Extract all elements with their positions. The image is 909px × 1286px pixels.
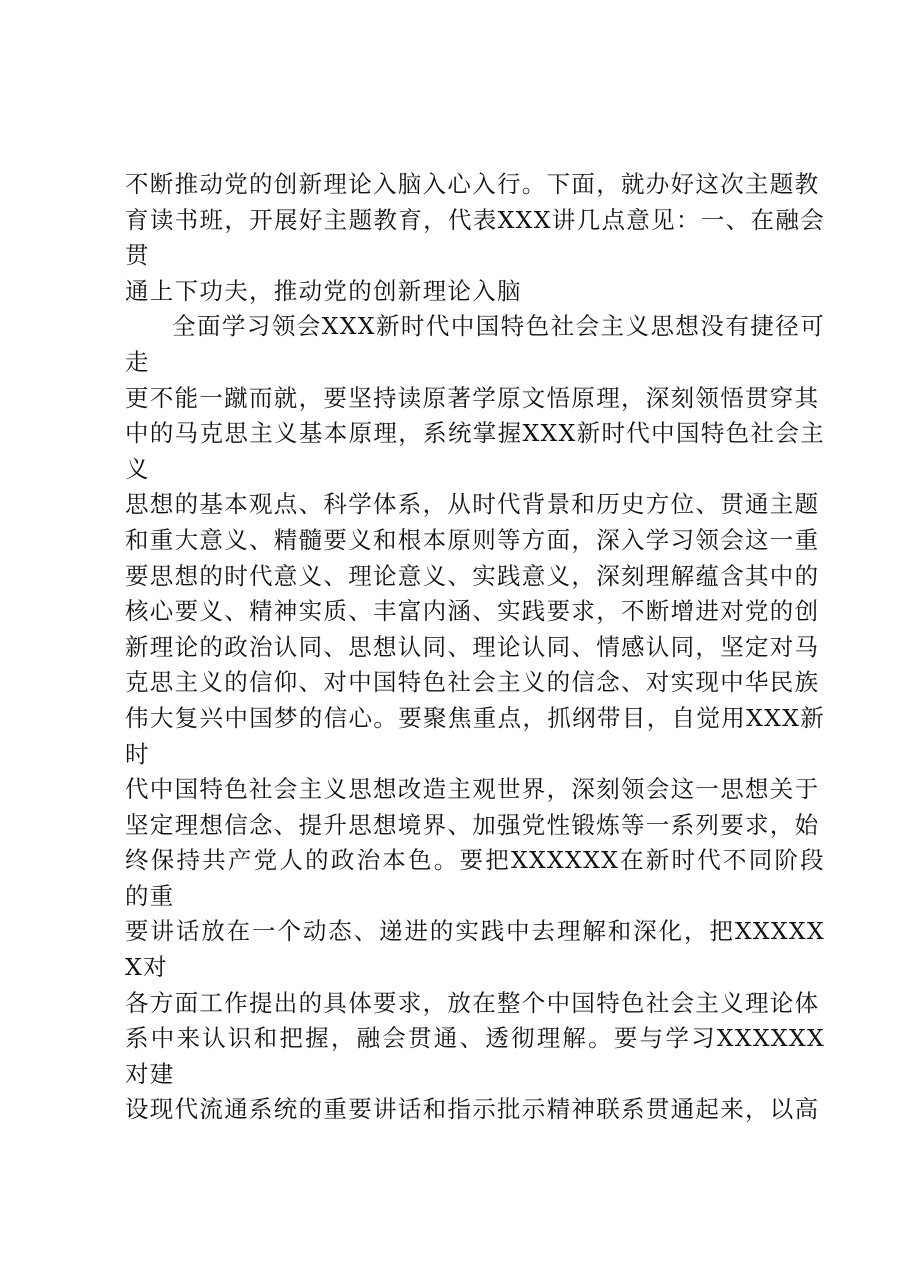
text-line: 和重大意义、精髓要义和根本原则等方面，深入学习领会这一重 (125, 525, 820, 554)
text-line: 核心要义、精神实质、丰富内涵、实践要求，不断增进对党的创 (125, 597, 820, 626)
text-line: 克思主义的信仰、对中国特色社会主义的信念、对实现中华民族 (125, 668, 820, 697)
text-line: 通上下功夫，推动党的创新理论入脑 (125, 276, 522, 305)
text-line: 系中来认识和把握，融会贯通、透彻理解。要与学习XXXXXX对建 (125, 1024, 825, 1088)
text-line: 育读书班，开展好主题教育，代表XXX讲几点意见：一、在融会贯 (125, 205, 825, 270)
text-line: 新理论的政治认同、思想认同、理论认同、情感认同，坚定对马 (125, 632, 820, 661)
text-line: 代中国特色社会主义思想改造主观世界，深刻领会这一思想关于 (125, 775, 820, 804)
paragraph-1 (125, 167, 825, 309)
text-line: 设现代流通系统的重要讲话和指示批示精神联系贯通起来，以高 (125, 1095, 820, 1124)
text-line: 全面学习领会XXX新时代中国特色社会主义思想没有捷径可走 (125, 312, 825, 376)
text-line: 伟大复兴中国梦的信心。要聚焦重点，抓纲带目，自觉用XXX新时 (125, 703, 825, 768)
text-line: 各方面工作提出的具体要求，放在整个中国特色社会主义理论体 (125, 988, 820, 1017)
body-text (125, 167, 825, 1128)
text-line: 终保持共产党人的政治本色。要把XXXXXX在新时代不同阶段的重 (125, 846, 825, 910)
text-line: 中的马克思主义基本原理，系统掌握XXX新时代中国特色社会主义 (125, 419, 825, 483)
text-line: 思想的基本观点、科学体系，从时代背景和历史方位、贯通主题 (125, 490, 820, 519)
text-line: 更不能一蹴而就，要坚持读原著学原文悟原理，深刻领悟贯穿其 (125, 383, 820, 412)
text-line: 要讲话放在一个动态、递进的实践中去理解和深化，把XXXXXX对 (125, 917, 825, 982)
text-line: 不断推动党的创新理论入脑入心入行。下面，就办好这次主题教 (125, 170, 820, 198)
paragraph-2 (125, 309, 825, 1128)
text-line: 坚定理想信念、提升思想境界、加强党性锻炼等一系列要求，始 (125, 810, 820, 839)
text-line: 要思想的时代意义、理论意义、实践意义，深刻理解蕴含其中的 (125, 561, 820, 590)
